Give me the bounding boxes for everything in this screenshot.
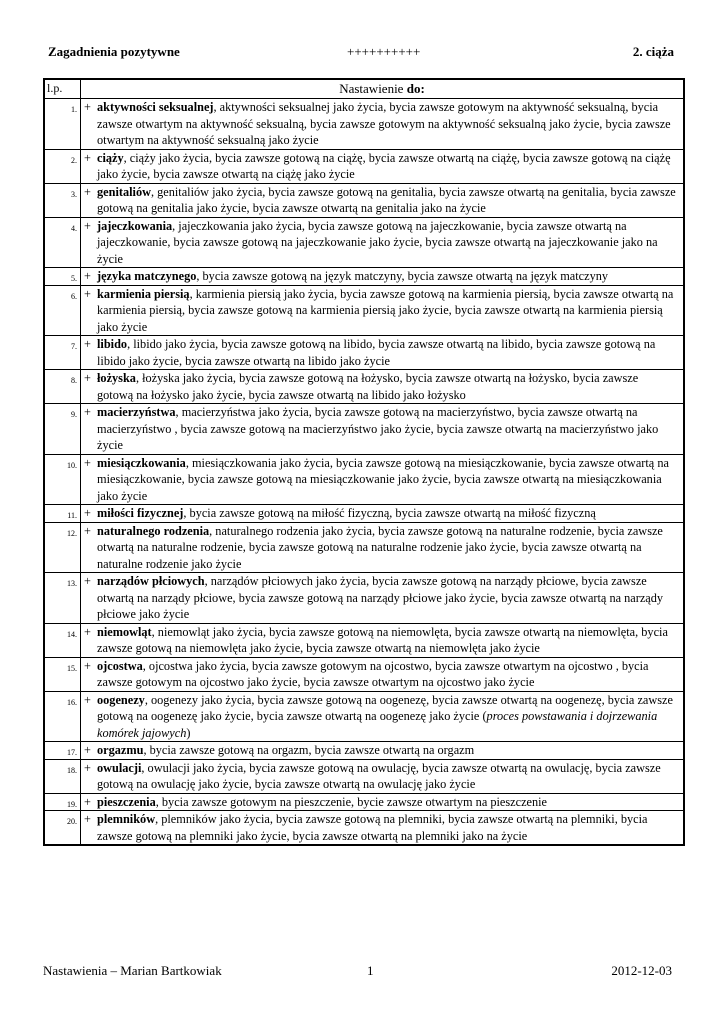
plus-sign: + [84, 100, 91, 114]
row-description: , ciąży jako życia, bycia zawsze gotową na ciążę, bycia zawsze otwartą na ciążę, bycia zawsze gotową na ciążę jako życie, bycia zawsze otwartą na ciążę jako życie [97, 150, 671, 181]
table-row [44, 217, 684, 268]
table-row [44, 183, 684, 217]
plus-sign: + [84, 506, 91, 520]
row-description: , łożyska jako życia, bycia zawsze gotową na łożysko, bycia zawsze otwartą na łożysko, bycia zawsze gotową na łożysko jako życie, bycia zawsze otwartą na libido jako łożysko [97, 371, 639, 402]
table-row [44, 691, 684, 742]
table-row [44, 268, 684, 286]
header-title: Zagadnienia pozytywne [48, 44, 180, 59]
table-row [44, 99, 684, 150]
row-term: języka matczynego [97, 269, 197, 283]
plus-sign: + [84, 269, 91, 283]
row-content [81, 573, 685, 624]
row-content [81, 759, 685, 793]
plus-sign: + [84, 150, 91, 165]
row-term: pieszczenia [97, 794, 156, 809]
row-term: karmienia piersią [97, 286, 190, 301]
row-term: ciąży [97, 150, 124, 165]
row-text [97, 692, 677, 742]
row-term: macierzyństwa [97, 405, 176, 419]
attitudes-table [43, 78, 685, 846]
row-term: niemowląt [97, 624, 152, 639]
row-text [97, 286, 677, 336]
plus-sign: + [84, 574, 91, 588]
plus-sign: + [84, 812, 91, 826]
row-number: 10. [44, 454, 81, 505]
row-description: , owulacji jako życia, bycia zawsze gotową na owulację, bycia zawsze otwartą na owulację, bycia zawsze gotową na owulację jako życie, bycia zawsze otwartą na owulację jako życie [97, 760, 661, 791]
table-row [44, 454, 684, 505]
row-description: , aktywności seksualnej jako życia, bycia zawsze gotowym na aktywność seksualną, bycia zawsze otwartym na aktywność seksualną, bycia zawsze gotowym na aktywność seksualną jako życie, bycia zawsze otwartym na aktywność seksualną jako życie [97, 100, 671, 147]
plus-sign: + [84, 624, 91, 639]
row-description: , bycia zawsze gotową na orgazm, bycia zawsze otwartą na orgazm [143, 743, 475, 757]
row-number: 7. [44, 336, 81, 370]
row-content [81, 691, 685, 742]
row-description: , jajeczkowania jako życia, bycia zawsze gotową na jajeczkowanie, bycia zawsze otwartą na jajeczkowanie, bycia zawsze gotową na jajeczkowanie jako życie, bycia zawsze otwartą na jajeczkowanie jako na życie [97, 218, 658, 266]
table-row [44, 370, 684, 404]
row-text [97, 99, 677, 149]
table-row [44, 657, 684, 691]
row-description: , libido jako życia, bycia zawsze gotową na libido, bycia zawsze otwartą na libido, bycia zawsze gotową na libido jako życie, bycia zawsze otwartą na libido jako życie [97, 337, 656, 368]
plus-sign: + [84, 794, 91, 809]
row-number: 2. [44, 149, 81, 183]
row-text [97, 505, 677, 522]
row-text [97, 794, 677, 811]
plus-sign: + [84, 405, 91, 419]
row-text [97, 523, 677, 573]
table-row [44, 573, 684, 624]
row-content [81, 623, 685, 657]
plus-sign: + [84, 218, 91, 233]
row-description: , genitaliów jako życia, bycia zawsze gotową na genitalia, bycia zawsze otwartą na genitalia, bycia zawsze gotową na genitalia jako życie, bycia zawsze otwartą na genitalia jako na życie [97, 184, 676, 215]
row-number: 8. [44, 370, 81, 404]
row-term: narządów płciowych [97, 574, 205, 588]
row-term: ojcostwa [97, 658, 143, 673]
row-content [81, 336, 685, 370]
row-description: , bycia zawsze gotową na język matczyny, bycia zawsze otwartą na język matczyny [196, 269, 609, 283]
header-section: 2. ciąża [632, 44, 674, 59]
column-header-lp: l.p. [44, 79, 81, 99]
plus-sign: + [84, 760, 91, 775]
row-content [81, 657, 685, 691]
row-text [97, 624, 677, 657]
plus-sign: + [84, 337, 91, 351]
row-content [81, 183, 685, 217]
row-description: , niemowląt jako życia, bycia zawsze gotową na niemowlęta, bycia zawsze otwartą na niemowlęta, bycia zawsze gotową na niemowlęta jako życie, bycia zawsze otwartą na niemowlęta jako życie [97, 624, 668, 655]
row-content [81, 370, 685, 404]
row-content [81, 742, 685, 760]
row-number: 9. [44, 404, 81, 455]
table-row [44, 793, 684, 811]
row-text [97, 184, 677, 217]
row-text [97, 336, 677, 369]
footer-date: 2012-12-03 [611, 963, 672, 978]
table-row [44, 336, 684, 370]
row-text [97, 573, 677, 623]
row-number: 18. [44, 759, 81, 793]
row-number: 13. [44, 573, 81, 624]
row-number: 1. [44, 99, 81, 150]
header-plus-signs: ++++++++++ [347, 44, 421, 59]
row-description: , naturalnego rodzenia jako życia, bycia zawsze gotową na naturalne rodzenie, bycia zawsze otwartą na naturalne rodzenie, bycia zawsze gotową na naturalne rodzenie jako życie, bycia zawsze otwartą na naturalne rodzenie jako życie [97, 523, 663, 571]
row-term: genitaliów [97, 184, 151, 199]
row-number: 17. [44, 742, 81, 760]
footer-page-number: 1 [367, 963, 374, 978]
row-content [81, 99, 685, 150]
table-row [44, 149, 684, 183]
row-term: miesiączkowania [97, 455, 186, 470]
row-content [81, 404, 685, 455]
plus-sign: + [84, 371, 91, 385]
row-description: , ojcostwa jako życia, bycia zawsze gotowym na ojcostwo, bycia zawsze otwartym na ojcostwo , bycia zawsze gotowym na ojcostwo jako życie, bycia zawsze otwartym na ojcostwo jako życie [97, 658, 649, 689]
column-header-attitude [81, 79, 685, 99]
row-number: 16. [44, 691, 81, 742]
table-body [44, 99, 684, 846]
table-row [44, 759, 684, 793]
row-content [81, 285, 685, 336]
plus-sign: + [84, 743, 91, 757]
row-term: miłości fizycznej [97, 506, 184, 520]
row-term: jajeczkowania [97, 218, 173, 233]
row-term: naturalnego rodzenia [97, 523, 210, 538]
column-header-bold: do: [406, 81, 425, 96]
row-text [97, 268, 677, 285]
plus-sign: + [84, 184, 91, 199]
row-content [81, 811, 685, 846]
row-number: 14. [44, 623, 81, 657]
row-text [97, 760, 677, 793]
row-text [97, 742, 677, 759]
row-description: , narządów płciowych jako życia, bycia zawsze gotową na narządy płciowe, bycia zawsze otwartą na narządy płciowe, bycia zawsze gotową na narządy płciowe jako życie, bycia zawsze otwartą na narządy płciowe jako życie [97, 574, 664, 621]
row-content [81, 217, 685, 268]
table-row [44, 505, 684, 523]
row-term: plemników [97, 812, 156, 826]
row-term: owulacji [97, 760, 142, 775]
plus-sign: + [84, 658, 91, 673]
row-description: , miesiączkowania jako życia, bycia zawsze gotową na miesiączkowanie, bycia zawsze otwartą na miesiączkowanie, bycia zawsze gotową na miesiączkowanie jako życie, bycia zawsze otwartą na miesiączkowania jako życie [97, 455, 669, 503]
table-row [44, 742, 684, 760]
plus-sign: + [84, 286, 91, 301]
row-number: 20. [44, 811, 81, 846]
row-content [81, 149, 685, 183]
row-content [81, 454, 685, 505]
row-term: aktywności seksualnej [97, 100, 214, 114]
footer-author: Nastawienia – Marian Bartkowiak [43, 963, 222, 978]
row-description: , karmienia piersią jako życia, bycia zawsze gotową na karmienia piersią, bycia zawsze otwartą na karmienia piersią, bycia zawsze gotową na karmienia piersią jako życie, bycia zawsze otwartą na karmienia piersią jako życie [97, 286, 674, 334]
table-row [44, 285, 684, 336]
table-row [44, 623, 684, 657]
row-description: , plemników jako życia, bycia zawsze gotową na plemniki, bycia zawsze otwartą na plemniki, bycia zawsze gotową na plemniki jako życie, bycia zawsze otwartą na plemniki jako na życie [97, 812, 648, 843]
row-text [97, 404, 677, 454]
row-term: libido [97, 337, 128, 351]
row-text [97, 150, 677, 183]
row-number: 4. [44, 217, 81, 268]
row-number: 11. [44, 505, 81, 523]
row-content [81, 505, 685, 523]
table-row [44, 404, 684, 455]
row-term: oogenezy [97, 692, 145, 707]
row-text [97, 658, 677, 691]
row-content [81, 522, 685, 573]
row-number: 5. [44, 268, 81, 286]
row-text [97, 218, 677, 268]
column-header-prefix: Nastawienie [339, 81, 407, 96]
row-description: , oogenezy jako życia, bycia zawsze gotową na oogenezę, bycia zawsze otwartą na oogenezę, bycia zawsze gotową na oogenezę jako życie, bycia zawsze otwartą na oogenezę jako życie ( [97, 692, 673, 723]
row-description: , bycia zawsze gotowym na pieszczenie, bycie zawsze otwartym na pieszczenie [155, 794, 548, 809]
row-text [97, 811, 677, 844]
row-content [81, 793, 685, 811]
row-number: 19. [44, 793, 81, 811]
row-number: 6. [44, 285, 81, 336]
row-content [81, 268, 685, 286]
row-text [97, 370, 677, 403]
row-term: łożyska [97, 371, 136, 385]
table-header-row [44, 79, 684, 99]
table-row [44, 522, 684, 573]
row-text [97, 455, 677, 505]
row-tail: ) [186, 725, 191, 740]
row-number: 15. [44, 657, 81, 691]
row-number: 12. [44, 522, 81, 573]
row-description: , bycia zawsze gotową na miłość fizyczną, bycia zawsze otwartą na miłość fizyczną [183, 506, 596, 520]
plus-sign: + [84, 523, 91, 538]
table-row [44, 811, 684, 846]
row-description: , macierzyństwa jako życia, bycia zawsze gotową na macierzyństwo, bycia zawsze otwartą na macierzyństwo , bycia zawsze gotową na macierzyństwo jako życie, bycia zawsze otwartą na macierzyństwo jako życie [97, 405, 659, 452]
row-term: orgazmu [97, 743, 144, 757]
row-italic-note: proces powstawania i dojrzewania komórek jajowych [97, 709, 658, 740]
plus-sign: + [84, 455, 91, 470]
row-number: 3. [44, 183, 81, 217]
plus-sign: + [84, 692, 91, 707]
